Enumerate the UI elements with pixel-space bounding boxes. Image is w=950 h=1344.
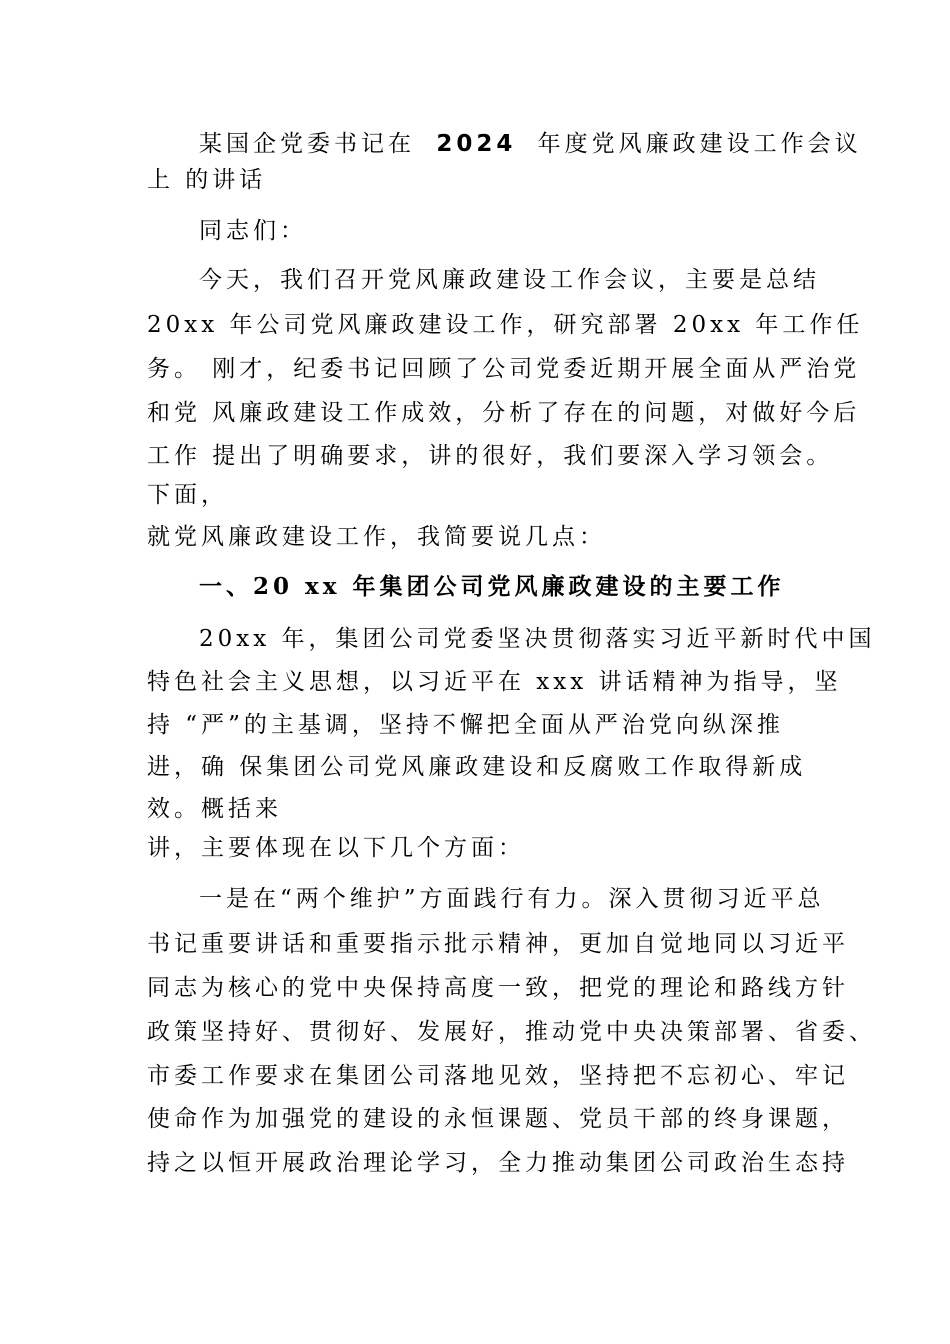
title-line-2: 上 的讲话 — [147, 167, 267, 193]
intro-line: 下面， — [147, 482, 228, 508]
point1-line: 使命作为加强党的建设的永恒课题、党员干部的终身课题， — [147, 1106, 849, 1132]
point1-line: 书记重要讲话和重要指示批示精神，更加自觉地同以习近平 — [147, 931, 849, 957]
title-year: 2024 — [436, 131, 517, 157]
salutation: 同志们： — [199, 218, 307, 244]
section1-line: 进，确 保集团公司党风廉政建设和反腐败工作取得新成 — [147, 754, 807, 780]
point1-line: 市委工作要求在集团公司落地见效，坚持把不忘初心、牢记 — [147, 1063, 849, 1089]
intro-line: 务。 刚才，纪委书记回顾了公司党委近期开展全面从严治党 — [147, 356, 861, 382]
section1-line: 持 “严”的主基调，坚持不懈把全面从严治党向纵深推 — [147, 712, 784, 738]
point1-line: 政策坚持好、贯彻好、发展好，推动党中央决策部署、省委、 — [147, 1019, 876, 1045]
point1-line: 同志为核心的党中央保持高度一致，把党的理论和路线方针 — [147, 975, 849, 1001]
section1-line: 20xx 年，集团公司党委坚决贯彻落实习近平新时代中国 — [199, 626, 876, 652]
title-text-post: 年度党风廉政建设工作会议 — [537, 131, 862, 157]
intro-line: 今天，我们召开党风廉政建设工作会议，主要是总结 — [199, 267, 820, 293]
title-line-1 — [199, 130, 862, 158]
point1-line: 持之以恒开展政治理论学习，全力推动集团公司政治生态持 — [147, 1150, 849, 1176]
intro-line: 20xx 年公司党风廉政建设工作，研究部署 20xx 年工作任 — [147, 312, 864, 338]
intro-line: 工作 提出了明确要求，讲的很好，我们要深入学习领会。 — [147, 443, 834, 469]
intro-line: 就党风廉政建设工作，我简要说几点： — [147, 524, 606, 550]
section1-line: 特色社会主义思想，以习近平在 xxx 讲话精神为指导，坚 — [147, 669, 842, 695]
intro-line: 和党 风廉政建设工作成效，分析了存在的问题，对做好今后 — [147, 400, 861, 426]
section1-line: 效。概括来 — [147, 796, 282, 822]
point1-line: 一是在“两个维护”方面践行有力。深入贯彻习近平总 — [199, 886, 825, 912]
section1-line: 讲，主要体现在以下几个方面： — [147, 835, 525, 861]
section-heading-1: 一、20 xx 年集团公司党风廉政建设的主要工作 — [199, 573, 785, 600]
title-text-pre: 某国企党委书记在 — [199, 131, 415, 157]
